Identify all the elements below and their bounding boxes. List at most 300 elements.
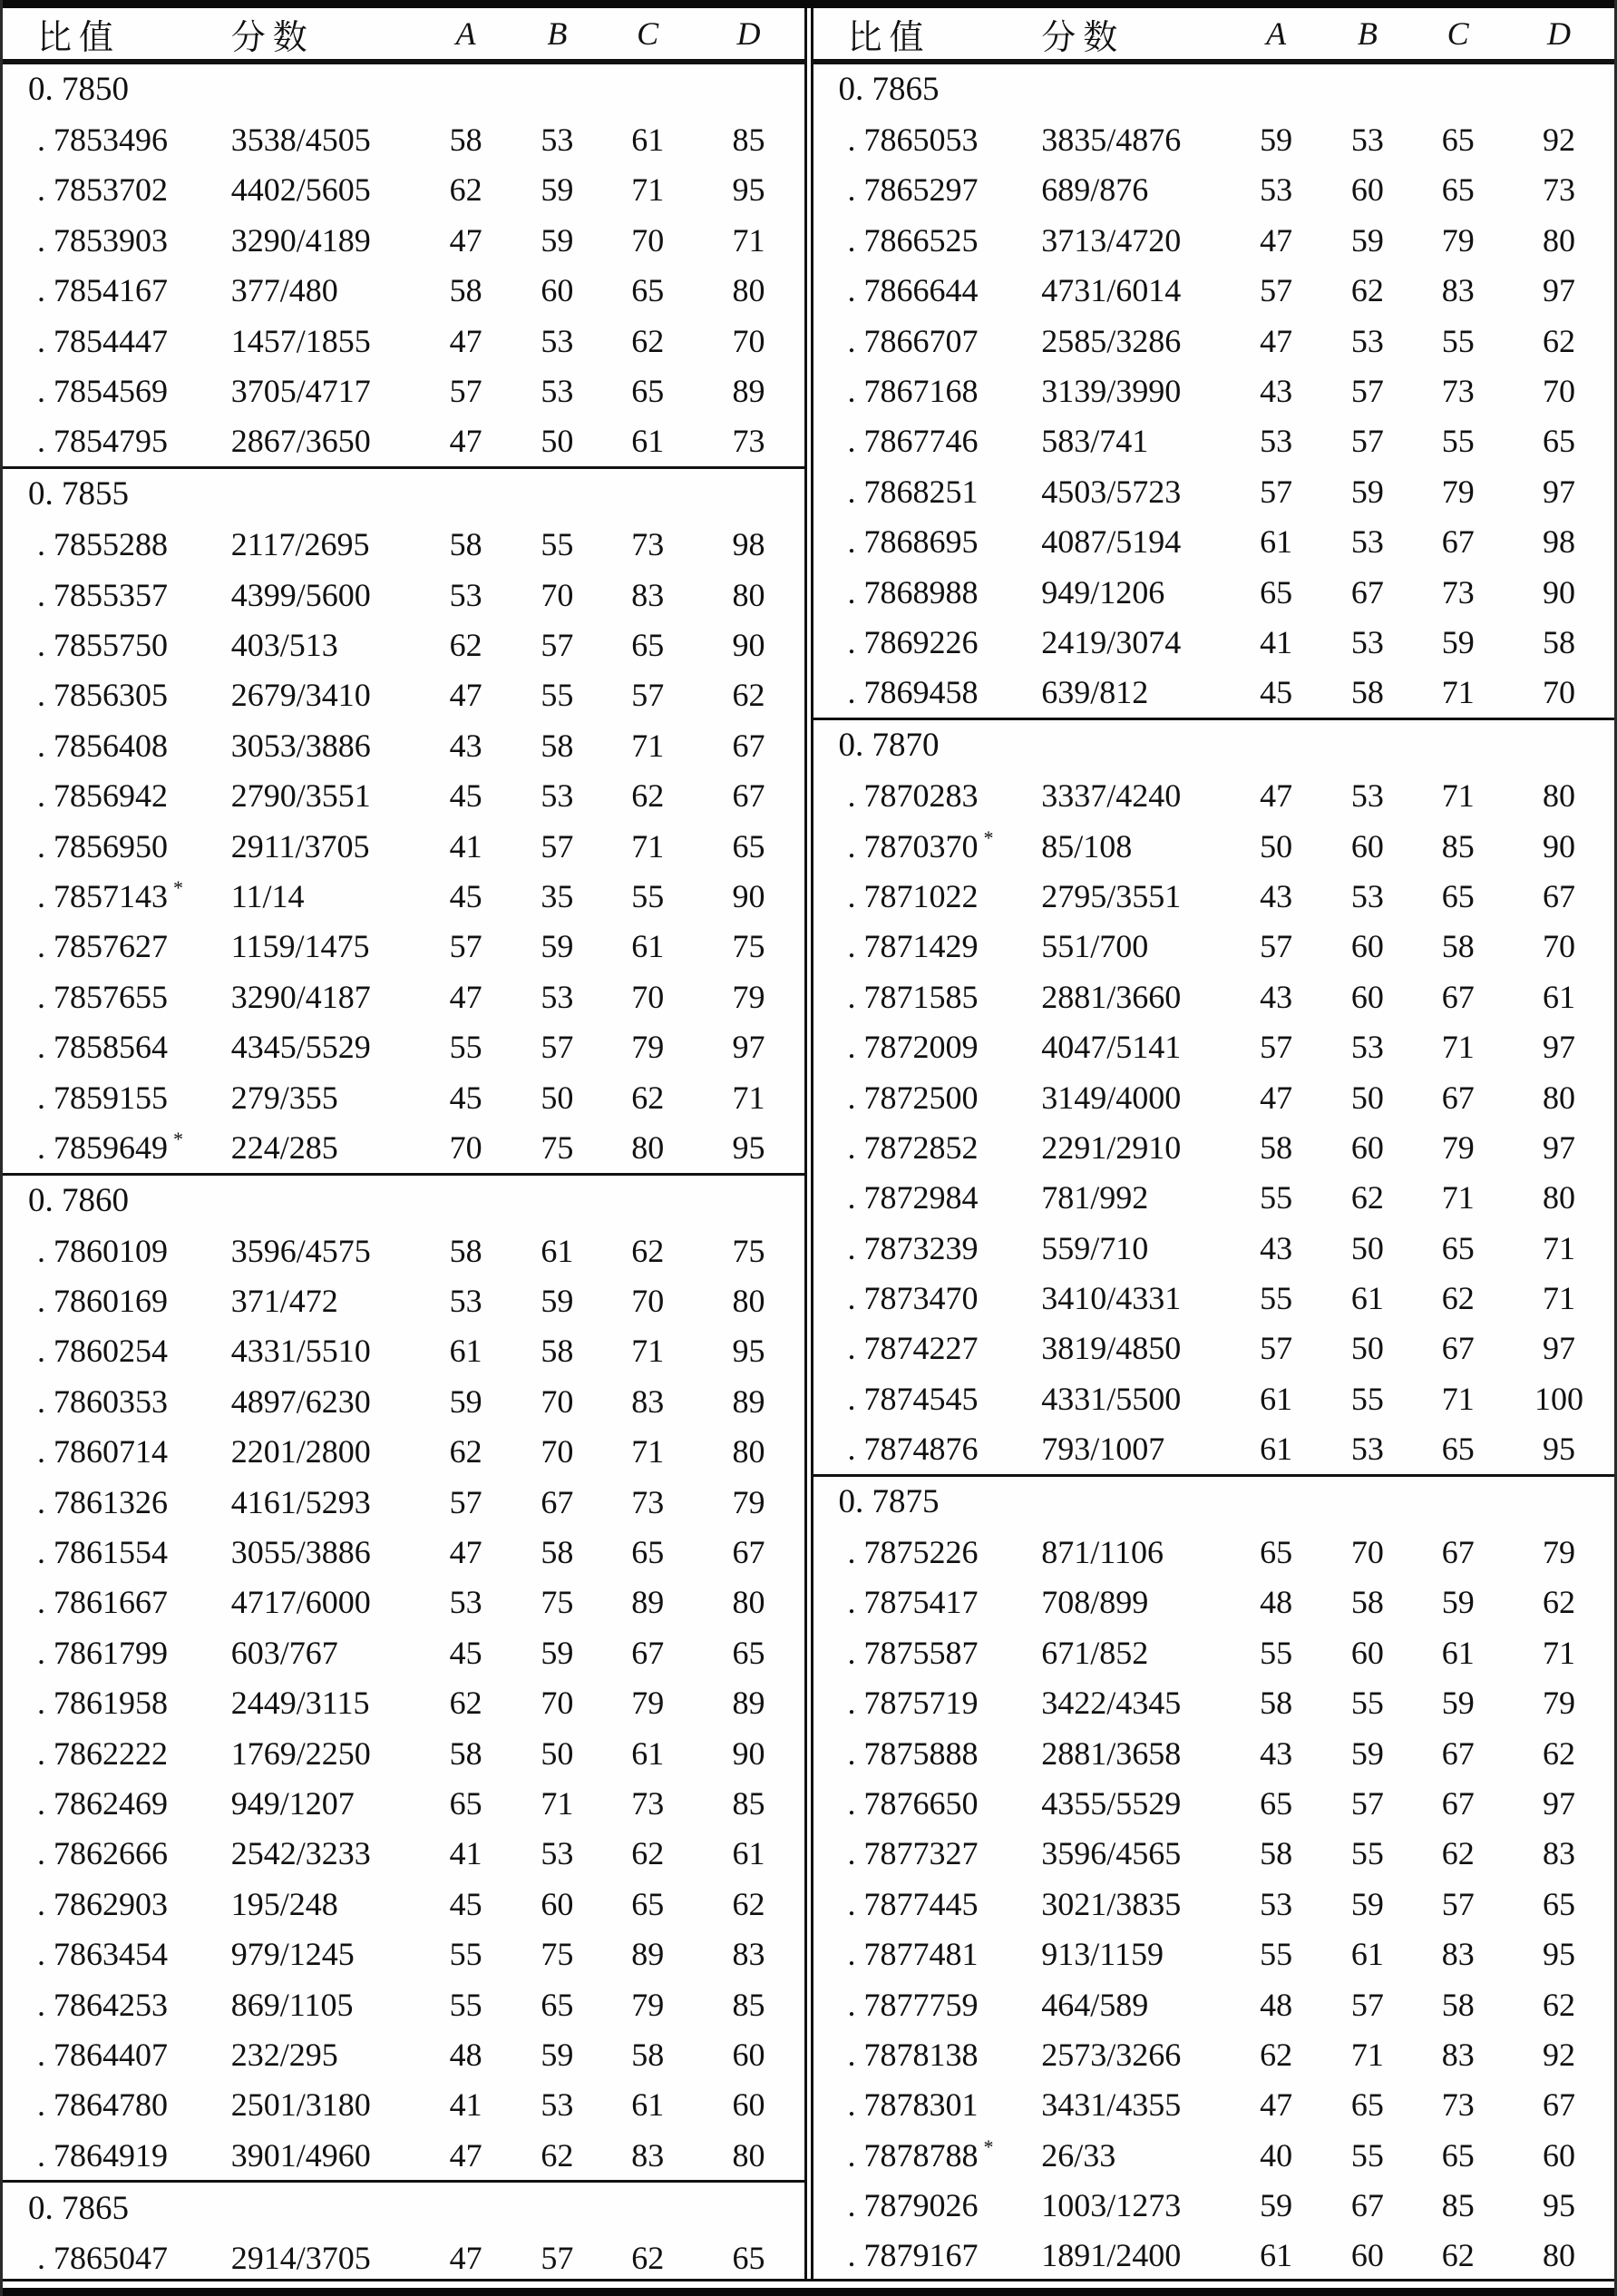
value-c-cell: 83 — [1441, 272, 1475, 309]
value-d-cell: 71 — [1543, 1280, 1575, 1317]
value-b-cell: 60 — [1350, 978, 1384, 1015]
value-b-cell: 57 — [1350, 1784, 1384, 1822]
ratio-value: . 7860353 — [37, 1382, 168, 1420]
ratio-value: . 7875888 — [847, 1734, 979, 1772]
value-d-cell: 58 — [1543, 623, 1575, 660]
table-row — [813, 114, 1615, 164]
ratio-value: . 7861554 — [37, 1534, 168, 1571]
table-row — [813, 1627, 1615, 1677]
value-b-cell: 70 — [541, 1382, 574, 1420]
value-a-cell: 45 — [1260, 674, 1293, 711]
ratio-cell — [813, 1079, 1042, 1117]
value-d-cell: 67 — [1543, 877, 1575, 914]
value-a-cell: 53 — [1260, 1885, 1293, 1922]
value-d-cell: 80 — [732, 576, 765, 613]
fraction-cell: 3901/4960 — [230, 2136, 371, 2174]
fraction-cell: 4087/5194 — [1041, 523, 1182, 561]
ratio-cell — [813, 1834, 1042, 1872]
value-c-cell: 67 — [631, 1634, 665, 1671]
value-a-cell: 65 — [1260, 573, 1293, 611]
ratio-value: . 7877759 — [847, 1986, 979, 2023]
ratio-value: . 7873239 — [847, 1229, 979, 1266]
value-c-cell: 71 — [631, 171, 665, 209]
value-a-cell: 55 — [449, 1936, 482, 1973]
ratio-cell — [813, 2036, 1042, 2074]
ratio-cell — [3, 322, 231, 360]
value-b-cell: 55 — [1350, 1835, 1384, 1872]
value-d-cell: 80 — [732, 1433, 765, 1470]
ratio-value: . 7865047 — [37, 2240, 168, 2277]
value-a-cell: 61 — [449, 1333, 482, 1370]
value-a-cell: 58 — [449, 526, 482, 563]
value-d-cell: 97 — [1543, 473, 1575, 510]
table-row — [3, 1527, 804, 1577]
ratio-value: . 7872852 — [847, 1128, 979, 1166]
ratio-value: . 7861667 — [37, 1584, 168, 1621]
value-a-cell: 55 — [1260, 1179, 1293, 1216]
value-a-cell: 48 — [1260, 1584, 1293, 1621]
value-d-cell: 61 — [732, 1835, 765, 1872]
value-d-cell: 67 — [732, 1534, 765, 1571]
value-a-cell: 43 — [1260, 1734, 1293, 1772]
section-label: 0. 7850 — [28, 71, 129, 109]
value-d-cell: 71 — [1543, 1229, 1575, 1266]
ratio-cell — [3, 525, 231, 563]
ratio-value: . 7854569 — [37, 373, 168, 410]
value-c-cell: 62 — [1441, 2237, 1475, 2274]
ratio-cell — [3, 1382, 231, 1421]
value-c-cell: 65 — [631, 272, 665, 309]
value-d-cell: 71 — [1543, 1634, 1575, 1671]
value-b-cell: 50 — [1350, 1079, 1384, 1116]
value-d-cell: 97 — [1543, 1330, 1575, 1367]
ratio-cell — [813, 1583, 1042, 1621]
ratio-value: . 7862666 — [37, 1835, 168, 1872]
value-c-cell: 62 — [631, 2240, 665, 2277]
fraction-cell: 2501/3180 — [230, 2086, 371, 2124]
ratio-cell — [813, 1533, 1042, 1571]
value-a-cell: 45 — [449, 1885, 482, 1922]
ratio-cell — [813, 2086, 1042, 2124]
section-header-row — [3, 2183, 804, 2232]
fraction-cell: 1003/1273 — [1041, 2187, 1182, 2224]
table-row — [813, 922, 1615, 972]
fraction-cell: 2881/3660 — [1041, 978, 1182, 1015]
table-row — [813, 2231, 1615, 2281]
value-a-cell: 40 — [1260, 2136, 1293, 2174]
table-row — [3, 1829, 804, 1879]
value-d-cell: 65 — [1543, 423, 1575, 460]
ratio-value: . 7877327 — [847, 1835, 979, 1872]
column-header-b: B — [1357, 15, 1378, 52]
table-row — [813, 1678, 1615, 1728]
fraction-cell: 1159/1475 — [230, 928, 370, 965]
ratio-cell — [3, 877, 231, 915]
value-b-cell: 60 — [1350, 2237, 1384, 2274]
value-a-cell: 55 — [1260, 1280, 1293, 1317]
fraction-cell: 4331/5510 — [230, 1333, 371, 1370]
ratio-cell — [813, 573, 1042, 611]
table-row — [3, 620, 804, 669]
table-row — [3, 416, 804, 466]
column-header-d: D — [736, 15, 761, 52]
value-a-cell: 47 — [449, 221, 482, 259]
ratio-cell — [3, 372, 231, 410]
value-c-cell: 65 — [631, 1885, 665, 1922]
value-a-cell: 43 — [1260, 877, 1293, 914]
value-c-cell: 70 — [631, 1283, 665, 1320]
value-d-cell: 90 — [732, 877, 765, 914]
value-a-cell: 61 — [1260, 1380, 1293, 1417]
ratio-cell — [3, 121, 231, 159]
ratio-value: . 7859155 — [37, 1079, 168, 1116]
value-b-cell: 58 — [541, 1534, 574, 1571]
value-c-cell: 65 — [1441, 877, 1475, 914]
table-row — [3, 1879, 804, 1929]
fraction-cell: 2117/2695 — [230, 526, 370, 563]
value-c-cell: 65 — [631, 626, 665, 663]
table-row — [3, 1578, 804, 1627]
fraction-cell: 2790/3551 — [230, 777, 371, 815]
ratio-value: . 7878301 — [847, 2086, 979, 2124]
ratio-cell — [3, 978, 231, 1016]
fraction-cell: 793/1007 — [1041, 1431, 1165, 1468]
value-b-cell: 60 — [541, 1885, 574, 1922]
ratio-cell — [813, 473, 1042, 511]
ratio-cell — [813, 673, 1042, 711]
value-d-cell: 70 — [1543, 674, 1575, 711]
value-a-cell: 43 — [1260, 1229, 1293, 1266]
value-b-cell: 75 — [541, 1584, 574, 1621]
table-row — [813, 266, 1615, 316]
value-b-cell: 67 — [541, 1483, 574, 1520]
value-a-cell: 47 — [1260, 1079, 1293, 1116]
table-row — [3, 1979, 804, 2029]
value-a-cell: 53 — [449, 1283, 482, 1320]
table-row — [3, 871, 804, 921]
ratio-cell — [3, 2036, 231, 2074]
value-b-cell: 57 — [541, 827, 574, 865]
value-b-cell: 61 — [1350, 1280, 1384, 1317]
ratio-cell — [3, 1784, 231, 1822]
value-a-cell: 47 — [449, 423, 482, 460]
value-c-cell: 61 — [631, 423, 665, 460]
value-a-cell: 57 — [449, 928, 482, 965]
value-a-cell: 47 — [449, 978, 482, 1015]
value-d-cell: 97 — [732, 1029, 765, 1066]
value-c-cell: 83 — [1441, 1936, 1475, 1973]
value-c-cell: 79 — [1441, 1128, 1475, 1166]
value-c-cell: 61 — [1441, 1634, 1475, 1671]
ratio-cell — [813, 1784, 1042, 1822]
table-row — [813, 1273, 1615, 1323]
ratio-value: . 7858564 — [37, 1029, 168, 1066]
fraction-cell: 551/700 — [1041, 928, 1149, 965]
section-header-row — [3, 1176, 804, 1226]
value-a-cell: 58 — [449, 122, 482, 159]
fraction-cell: 195/248 — [230, 1885, 338, 1922]
ratio-cell — [3, 1885, 231, 1923]
ratio-cell — [3, 676, 231, 714]
ratio-cell — [3, 1432, 231, 1470]
value-d-cell: 80 — [1543, 1179, 1575, 1216]
table-row — [3, 972, 804, 1021]
value-d-cell: 90 — [732, 1734, 765, 1772]
value-c-cell: 73 — [631, 1483, 665, 1520]
ratio-value: . 7864407 — [37, 2036, 168, 2073]
table-row — [3, 1778, 804, 1828]
ratio-value: . 7864253 — [37, 1986, 168, 2023]
value-c-cell: 89 — [631, 1584, 665, 1621]
value-b-cell: 57 — [1350, 423, 1384, 460]
value-c-cell: 79 — [631, 1029, 665, 1066]
value-d-cell: 61 — [1543, 978, 1575, 1015]
value-d-cell: 79 — [1543, 1685, 1575, 1722]
fraction-cell: 377/480 — [230, 272, 338, 309]
value-c-cell: 71 — [1441, 1029, 1475, 1066]
value-d-cell: 97 — [1543, 1784, 1575, 1822]
fraction-cell: 3139/3990 — [1041, 373, 1182, 410]
ratio-cell — [813, 1634, 1042, 1672]
value-b-cell: 55 — [1350, 1380, 1384, 1417]
ratio-value: . 7855357 — [37, 576, 168, 613]
value-b-cell: 50 — [541, 1079, 574, 1116]
value-a-cell: 45 — [449, 777, 482, 815]
table-content — [3, 8, 1614, 2279]
value-c-cell: 73 — [1441, 373, 1475, 410]
value-b-cell: 53 — [1350, 523, 1384, 561]
column-header-a: A — [1266, 15, 1287, 52]
value-b-cell: 58 — [541, 1333, 574, 1370]
value-c-cell: 79 — [1441, 221, 1475, 259]
value-b-cell: 59 — [541, 928, 574, 965]
fraction-cell: 3149/4000 — [1041, 1079, 1182, 1116]
table-section — [813, 1474, 1615, 2281]
section-header-row — [813, 64, 1615, 114]
ratio-value: . 7855750 — [37, 626, 168, 663]
ratio-value: . 7870283 — [847, 777, 979, 815]
fraction-cell: 2542/3233 — [230, 1835, 371, 1872]
fraction-cell: 949/1207 — [230, 1784, 355, 1822]
ratio-cell — [3, 1583, 231, 1621]
fraction-cell: 2867/3650 — [230, 423, 371, 460]
value-b-cell: 65 — [1350, 2086, 1384, 2124]
ratio-value: . 7857627 — [37, 928, 168, 965]
ratio-cell — [813, 1279, 1042, 1317]
value-b-cell: 62 — [1350, 1179, 1384, 1216]
fraction-cell: 949/1206 — [1041, 573, 1165, 611]
ratio-value: . 7853496 — [37, 122, 168, 159]
fraction-cell: 4345/5529 — [230, 1029, 371, 1066]
table-row — [813, 416, 1615, 466]
fraction-cell: 4355/5529 — [1041, 1784, 1182, 1822]
ratio-cell — [813, 2236, 1042, 2274]
fraction-cell: 913/1159 — [1041, 1936, 1164, 1973]
value-b-cell: 60 — [1350, 928, 1384, 965]
value-a-cell: 57 — [1260, 1330, 1293, 1367]
ratio-cell — [3, 1232, 231, 1270]
column-header-a: A — [455, 15, 476, 52]
value-c-cell: 61 — [631, 1734, 665, 1772]
fraction-cell: 3290/4187 — [230, 978, 371, 1015]
value-d-cell: 98 — [1543, 523, 1575, 561]
value-b-cell: 53 — [1350, 1431, 1384, 1468]
value-d-cell: 65 — [1543, 1885, 1575, 1922]
value-d-cell: 80 — [1543, 777, 1575, 815]
section-header-row — [813, 1477, 1615, 1527]
table-row — [3, 1072, 804, 1122]
value-a-cell: 45 — [449, 1079, 482, 1116]
fraction-cell: 639/812 — [1041, 674, 1149, 711]
table-row — [3, 670, 804, 720]
table-row — [3, 2233, 804, 2283]
column-header-ratio: 比值 — [847, 18, 931, 57]
ratio-value: . 7877481 — [847, 1936, 979, 1973]
value-b-cell: 70 — [541, 1433, 574, 1470]
ratio-value: . 7853903 — [37, 221, 168, 259]
value-d-cell: 95 — [1543, 1936, 1575, 1973]
value-b-cell: 59 — [541, 1634, 574, 1671]
value-d-cell: 80 — [732, 272, 765, 309]
ratio-cell — [813, 1380, 1042, 1418]
table-row — [3, 266, 804, 316]
table-row — [3, 1477, 804, 1527]
value-b-cell: 53 — [1350, 623, 1384, 660]
value-c-cell: 62 — [1441, 1280, 1475, 1317]
value-c-cell: 89 — [631, 1936, 665, 1973]
value-b-cell: 53 — [1350, 322, 1384, 359]
value-a-cell: 62 — [449, 1685, 482, 1722]
ratio-cell — [3, 1834, 231, 1872]
value-b-cell: 75 — [541, 1936, 574, 1973]
ratio-cell — [813, 121, 1042, 159]
value-d-cell: 80 — [1543, 2237, 1575, 2274]
value-c-cell: 71 — [631, 1333, 665, 1370]
table-row — [813, 366, 1615, 415]
fraction-cell: 3713/4720 — [1041, 221, 1182, 259]
value-d-cell: 100 — [1534, 1380, 1583, 1417]
table-row — [3, 821, 804, 871]
ratio-cell — [813, 927, 1042, 965]
value-d-cell: 95 — [732, 171, 765, 209]
ratio-value: . 7856305 — [37, 677, 168, 714]
ratio-cell — [813, 1986, 1042, 2024]
footnote-star: * — [983, 2135, 994, 2158]
value-a-cell: 62 — [1260, 2036, 1293, 2073]
fraction-cell: 4731/6014 — [1041, 272, 1182, 309]
value-b-cell: 55 — [541, 526, 574, 563]
value-c-cell: 55 — [1441, 423, 1475, 460]
ratio-value: . 7863454 — [37, 1936, 168, 1973]
table-row — [813, 2080, 1615, 2130]
value-b-cell: 75 — [541, 1128, 574, 1166]
ratio-value: . 7864919 — [37, 2136, 168, 2174]
fraction-cell: 4402/5605 — [230, 171, 371, 209]
fraction-cell: 559/710 — [1041, 1229, 1149, 1266]
table-section — [3, 466, 804, 1172]
value-c-cell: 80 — [631, 1128, 665, 1166]
value-b-cell: 70 — [541, 576, 574, 613]
value-a-cell: 57 — [449, 373, 482, 410]
fraction-cell: 2911/3705 — [230, 827, 370, 865]
table-section — [3, 2180, 804, 2283]
value-d-cell: 98 — [732, 526, 765, 563]
value-d-cell: 85 — [732, 1986, 765, 2023]
value-c-cell: 62 — [631, 1835, 665, 1872]
value-b-cell: 59 — [541, 1283, 574, 1320]
value-b-cell: 58 — [1350, 1584, 1384, 1621]
ratio-value: . 7871585 — [847, 978, 979, 1015]
center-divider — [804, 8, 813, 2279]
fraction-cell: 708/899 — [1041, 1584, 1149, 1621]
value-a-cell: 47 — [449, 2240, 482, 2277]
value-a-cell: 62 — [449, 171, 482, 209]
value-c-cell: 83 — [631, 2136, 665, 2174]
fraction-cell: 3819/4850 — [1041, 1330, 1182, 1367]
ratio-value: . 7860169 — [37, 1283, 168, 1320]
table-row — [813, 972, 1615, 1021]
value-d-cell: 95 — [732, 1128, 765, 1166]
table-row — [3, 1627, 804, 1677]
value-b-cell: 50 — [1350, 1330, 1384, 1367]
ratio-value: . 7865297 — [847, 171, 979, 209]
ratio-value: . 7854447 — [37, 322, 168, 359]
value-a-cell: 43 — [449, 727, 482, 764]
value-d-cell: 67 — [1543, 2086, 1575, 2124]
ratio-value: . 7861326 — [37, 1483, 168, 1520]
ratio-cell — [3, 1128, 231, 1167]
value-a-cell: 62 — [449, 626, 482, 663]
table-row — [813, 517, 1615, 567]
table-row — [813, 215, 1615, 265]
table-row — [813, 770, 1615, 820]
fraction-cell: 85/108 — [1041, 827, 1133, 865]
value-b-cell: 53 — [1350, 877, 1384, 914]
fraction-cell: 3410/4331 — [1041, 1280, 1182, 1317]
value-c-cell: 71 — [1441, 674, 1475, 711]
ratio-cell — [813, 2136, 1042, 2174]
fraction-cell: 781/992 — [1041, 1179, 1149, 1216]
value-b-cell: 61 — [1350, 1936, 1384, 1973]
ratio-cell — [813, 372, 1042, 410]
table-row — [813, 1578, 1615, 1627]
value-b-cell: 55 — [1350, 1685, 1384, 1722]
value-d-cell: 89 — [732, 1382, 765, 1420]
fraction-cell: 1891/2400 — [1041, 2237, 1182, 2274]
table-row — [3, 1021, 804, 1071]
value-d-cell: 85 — [732, 122, 765, 159]
value-c-cell: 57 — [631, 677, 665, 714]
ratio-value: . 7856942 — [37, 777, 168, 815]
fraction-cell: 371/472 — [230, 1283, 338, 1320]
table-section — [3, 1173, 804, 2181]
value-d-cell: 60 — [1543, 2136, 1575, 2174]
value-b-cell: 60 — [1350, 1634, 1384, 1671]
ratio-cell — [813, 1229, 1042, 1267]
value-c-cell: 71 — [1441, 1179, 1475, 1216]
value-d-cell: 90 — [1543, 573, 1575, 611]
ratio-cell — [813, 1028, 1042, 1066]
value-a-cell: 65 — [1260, 1534, 1293, 1571]
value-a-cell: 58 — [1260, 1685, 1293, 1722]
ratio-value: . 7868695 — [847, 523, 979, 561]
value-a-cell: 47 — [449, 1534, 482, 1571]
ratio-value: . 7861958 — [37, 1685, 168, 1722]
value-c-cell: 62 — [631, 1232, 665, 1269]
table-row — [813, 617, 1615, 667]
ratio-value: . 7864780 — [37, 2086, 168, 2124]
table-row — [813, 1173, 1615, 1223]
